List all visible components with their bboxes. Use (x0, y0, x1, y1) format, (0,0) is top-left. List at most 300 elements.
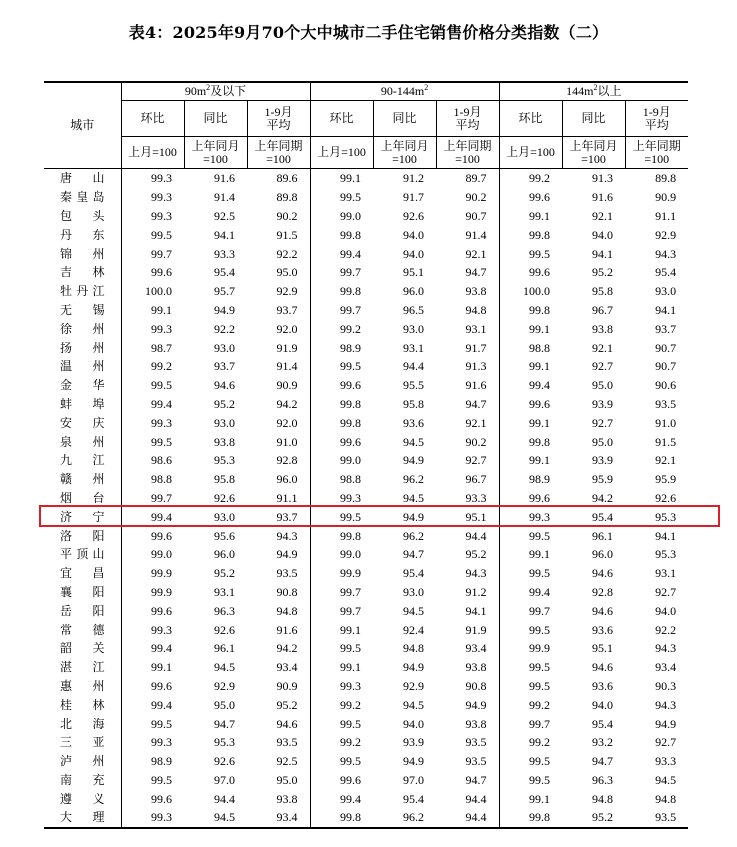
index-value: 93.0 (214, 415, 235, 430)
index-value: 100.0 (499, 282, 562, 301)
city-name: 赣州 (44, 470, 121, 489)
index-value: 99.6 (121, 601, 184, 620)
index-value: 93.0 (403, 321, 425, 336)
index-value: 99.3 (121, 169, 184, 188)
index-value: 98.8 (499, 338, 562, 357)
index-value: 93.3 (655, 754, 677, 769)
index-value: 90.9 (655, 190, 677, 205)
index-value: 94.1 (592, 246, 614, 261)
table-row (44, 357, 688, 376)
index-value: 94.8 (276, 603, 298, 618)
index-value: 94.9 (403, 453, 425, 468)
city-name: 烟台 (44, 489, 121, 508)
index-value: 93.8 (465, 716, 487, 731)
index-value: 90.8 (276, 584, 298, 599)
index-value: 99.6 (310, 432, 373, 451)
index-value: 93.3 (465, 490, 487, 505)
index-value: 90.2 (465, 190, 487, 205)
index-value: 94.8 (465, 302, 487, 317)
index-value: 99.4 (121, 639, 184, 658)
index-value: 93.7 (214, 359, 235, 374)
index-value: 92.7 (592, 415, 614, 430)
index-value: 99.7 (121, 489, 184, 508)
index-value: 99.5 (121, 376, 184, 395)
index-value: 94.2 (276, 396, 298, 411)
index-value: 93.1 (655, 566, 677, 581)
index-value: 95.1 (465, 509, 487, 524)
index-value: 93.6 (592, 678, 614, 693)
index-value: 95.3 (214, 453, 235, 468)
index-value: 99.5 (121, 432, 184, 451)
index-value: 94.9 (403, 660, 425, 675)
index-value: 91.4 (276, 359, 298, 374)
index-value: 93.6 (592, 622, 614, 637)
index-value: 99.5 (310, 752, 373, 771)
table-row (44, 338, 688, 357)
table-header (44, 82, 688, 169)
index-value: 92.8 (276, 453, 298, 468)
index-value: 99.2 (499, 733, 562, 752)
index-value: 96.2 (373, 808, 436, 828)
index-value: 95.0 (214, 697, 235, 712)
table-row (44, 789, 688, 808)
index-value: 93.1 (465, 321, 487, 336)
index-value: 95.8 (592, 284, 614, 299)
index-value: 91.3 (465, 359, 487, 374)
index-value: 95.2 (562, 808, 625, 828)
index-value: 99.5 (499, 771, 562, 790)
city-name: 安庆 (44, 413, 121, 432)
base-header: 上月=100 (310, 137, 373, 169)
group-header: $144m^2$以上 (499, 82, 688, 101)
sub-header: 同比 (373, 101, 436, 137)
index-value: 95.0 (592, 378, 614, 393)
index-value: 95.8 (214, 472, 235, 487)
index-value: 89.8 (276, 190, 298, 205)
table-row (44, 545, 688, 564)
base-header: 上年同月 =100 (184, 137, 247, 169)
index-value: 93.0 (403, 584, 425, 599)
table-row (44, 263, 688, 282)
table-row (44, 395, 688, 414)
index-value: 91.3 (592, 171, 614, 186)
index-value: 99.2 (121, 357, 184, 376)
index-value: 99.7 (310, 583, 373, 602)
city-name: 湛江 (44, 658, 121, 677)
index-value: 94.3 (276, 528, 298, 543)
table-row (44, 733, 688, 752)
index-value: 99.3 (121, 188, 184, 207)
index-value: 93.2 (592, 735, 614, 750)
index-value: 99.5 (310, 507, 373, 526)
index-value: 93.5 (465, 735, 487, 750)
sub-header: 环比 (499, 101, 562, 137)
index-value: 95.5 (403, 378, 425, 393)
index-value: 98.9 (499, 470, 562, 489)
index-value: 94.0 (403, 246, 425, 261)
index-value: 93.5 (465, 754, 487, 769)
index-value: 94.6 (592, 603, 614, 618)
index-value: 92.0 (276, 415, 298, 430)
index-value: 94.1 (214, 227, 235, 242)
index-value: 93.8 (465, 660, 487, 675)
index-value: 94.0 (403, 716, 425, 731)
index-value: 90.2 (465, 434, 487, 449)
index-value: 99.8 (310, 395, 373, 414)
index-value: 91.9 (465, 622, 487, 637)
index-value: 94.1 (465, 603, 487, 618)
index-value: 99.7 (310, 301, 373, 320)
index-value: 93.9 (403, 735, 425, 750)
index-value: 99.5 (499, 677, 562, 696)
table-row (44, 489, 688, 508)
index-value: 91.2 (465, 584, 487, 599)
index-value: 94.6 (276, 716, 298, 731)
index-value: 92.9 (214, 678, 235, 693)
index-value: 95.4 (655, 265, 677, 280)
index-value: 99.2 (310, 695, 373, 714)
sub-header: 1-9月 平均 (436, 101, 499, 137)
base-header: 上年同月 =100 (373, 137, 436, 169)
base-header: 上年同月 =100 (562, 137, 625, 169)
index-value: 99.1 (121, 658, 184, 677)
index-value: 99.6 (310, 376, 373, 395)
index-value: 93.5 (625, 808, 688, 828)
index-value: 91.0 (276, 434, 298, 449)
index-value: 92.1 (592, 340, 614, 355)
index-value: 92.6 (655, 490, 677, 505)
table-row (44, 677, 688, 696)
index-value: 99.2 (499, 169, 562, 188)
city-name: 遵义 (44, 789, 121, 808)
index-value: 93.0 (655, 284, 677, 299)
table-row (44, 432, 688, 451)
index-value: 91.0 (655, 415, 677, 430)
table-row (44, 695, 688, 714)
index-value: 94.5 (214, 660, 235, 675)
table-row (44, 188, 688, 207)
index-value: 95.4 (214, 265, 235, 280)
index-value: 94.8 (655, 791, 677, 806)
index-value: 95.1 (403, 265, 425, 280)
index-value: 99.5 (121, 714, 184, 733)
index-value: 93.8 (465, 284, 487, 299)
index-value: 96.7 (592, 302, 614, 317)
city-name: 大理 (44, 808, 121, 828)
index-value: 94.4 (465, 791, 487, 806)
index-value: 92.9 (276, 284, 298, 299)
index-value: 92.2 (655, 622, 677, 637)
index-value: 99.2 (310, 733, 373, 752)
city-name: 泸州 (44, 752, 121, 771)
index-value: 94.6 (214, 378, 235, 393)
index-value: 89.6 (276, 171, 298, 186)
index-value: 99.8 (499, 301, 562, 320)
index-value: 99.8 (499, 432, 562, 451)
index-value: 98.8 (121, 470, 184, 489)
city-name: 秦皇岛 (44, 188, 121, 207)
index-value: 94.7 (403, 547, 425, 562)
index-value: 99.9 (121, 564, 184, 583)
index-value: 98.6 (121, 451, 184, 470)
city-name: 常德 (44, 620, 121, 639)
index-value: 90.9 (276, 378, 298, 393)
index-value: 99.8 (310, 225, 373, 244)
index-value: 93.7 (655, 321, 677, 336)
index-value: 96.3 (592, 772, 614, 787)
index-value: 93.4 (247, 808, 310, 828)
sub-header: 环比 (310, 101, 373, 137)
index-value: 92.2 (276, 246, 298, 261)
index-value: 94.9 (403, 754, 425, 769)
index-value: 97.0 (214, 772, 235, 787)
index-value: 99.0 (121, 545, 184, 564)
index-value: 99.4 (121, 507, 184, 526)
table-row (44, 225, 688, 244)
index-value: 90.7 (655, 340, 677, 355)
index-value: 93.7 (276, 509, 298, 524)
index-value: 99.1 (499, 319, 562, 338)
index-value: 94.4 (403, 359, 425, 374)
index-value: 99.1 (499, 207, 562, 226)
index-value: 96.0 (592, 547, 614, 562)
table-row (44, 376, 688, 395)
index-value: 99.0 (310, 545, 373, 564)
index-value: 94.4 (214, 791, 235, 806)
index-value: 93.5 (276, 566, 298, 581)
index-value: 91.6 (214, 171, 235, 186)
index-value: 99.4 (121, 695, 184, 714)
index-value: 89.7 (465, 171, 487, 186)
index-value: 99.4 (310, 244, 373, 263)
index-value: 94.8 (592, 791, 614, 806)
index-value: 95.2 (592, 265, 614, 280)
index-value: 94.3 (465, 566, 487, 581)
index-value: 93.8 (592, 321, 614, 336)
sub-header: 同比 (184, 101, 247, 137)
index-value: 99.5 (499, 658, 562, 677)
city-name: 温州 (44, 357, 121, 376)
index-value: 93.9 (592, 453, 614, 468)
index-value: 93.8 (276, 791, 298, 806)
index-value: 92.6 (403, 208, 425, 223)
index-value: 94.5 (403, 434, 425, 449)
index-value: 95.7 (214, 284, 235, 299)
index-value: 99.5 (499, 620, 562, 639)
index-value: 99.3 (310, 677, 373, 696)
index-value: 91.6 (276, 622, 298, 637)
index-value: 91.2 (403, 171, 425, 186)
table-row (44, 319, 688, 338)
index-value: 95.0 (592, 434, 614, 449)
index-value: 99.9 (499, 639, 562, 658)
index-value: 99.6 (499, 188, 562, 207)
index-value: 93.3 (214, 246, 235, 261)
index-value: 91.4 (214, 190, 235, 205)
index-value: 94.9 (276, 547, 298, 562)
city-name: 丹东 (44, 225, 121, 244)
city-name: 锦州 (44, 244, 121, 263)
index-value: 99.6 (499, 489, 562, 508)
index-value: 94.5 (184, 808, 247, 828)
index-value: 99.5 (499, 526, 562, 545)
index-value: 94.7 (592, 754, 614, 769)
index-value: 99.9 (310, 564, 373, 583)
index-value: 92.1 (465, 415, 487, 430)
index-value: 91.6 (465, 378, 487, 393)
table-row (44, 808, 688, 828)
table-row (44, 620, 688, 639)
index-value: 95.1 (592, 641, 614, 656)
index-value: 90.7 (465, 208, 487, 223)
index-value: 94.5 (403, 603, 425, 618)
index-value: 93.0 (214, 509, 235, 524)
index-value: 90.2 (276, 208, 298, 223)
base-header: 上年同期 =100 (625, 137, 688, 169)
index-value: 92.7 (655, 584, 677, 599)
index-value: 95.3 (214, 735, 235, 750)
index-value: 92.8 (592, 584, 614, 599)
index-value: 94.8 (403, 641, 425, 656)
index-value: 99.4 (499, 376, 562, 395)
index-value: 95.4 (403, 566, 425, 581)
index-value: 93.9 (592, 396, 614, 411)
table-row (44, 470, 688, 489)
index-value: 94.4 (465, 528, 487, 543)
index-value: 99.0 (310, 207, 373, 226)
index-value: 94.3 (655, 641, 677, 656)
city-name: 蚌埠 (44, 395, 121, 414)
index-value: 92.5 (276, 754, 298, 769)
page-title: 表4：2025年9月70个大中城市二手住宅销售价格分类指数（二） (128, 23, 609, 42)
index-value: 99.5 (310, 714, 373, 733)
index-value: 96.2 (403, 472, 425, 487)
index-value: 99.5 (310, 357, 373, 376)
index-value: 96.7 (465, 472, 487, 487)
index-value: 99.8 (310, 526, 373, 545)
index-value: 94.3 (655, 246, 677, 261)
index-value: 98.8 (310, 470, 373, 489)
table-row (44, 658, 688, 677)
index-value: 90.9 (276, 678, 298, 693)
index-value: 98.9 (121, 752, 184, 771)
index-value: 99.3 (121, 808, 184, 828)
city-name: 南充 (44, 771, 121, 790)
index-value: 90.7 (655, 359, 677, 374)
index-value: 94.5 (403, 697, 425, 712)
index-value: 94.0 (655, 603, 677, 618)
index-value: 94.7 (214, 716, 235, 731)
table-row (44, 564, 688, 583)
index-value: 94.5 (403, 490, 425, 505)
index-value: 93.1 (403, 340, 425, 355)
index-value: 94.0 (592, 227, 614, 242)
index-value: 94.3 (655, 697, 677, 712)
index-value: 93.0 (214, 340, 235, 355)
city-name: 扬州 (44, 338, 121, 357)
index-value: 95.2 (214, 566, 235, 581)
index-value: 96.0 (214, 547, 235, 562)
index-value: 93.7 (276, 302, 298, 317)
index-value: 99.6 (499, 395, 562, 414)
index-value: 99.6 (121, 263, 184, 282)
city-name: 桂林 (44, 695, 121, 714)
index-value: 91.5 (276, 227, 298, 242)
index-value: 90.8 (465, 678, 487, 693)
index-value: 95.4 (403, 791, 425, 806)
index-value: 99.6 (310, 771, 373, 790)
table-body (44, 169, 688, 828)
index-value: 99.7 (310, 601, 373, 620)
index-value: 94.2 (276, 641, 298, 656)
index-value: 94.4 (436, 808, 499, 828)
index-value: 89.8 (655, 171, 677, 186)
index-value: 99.1 (499, 545, 562, 564)
index-value: 99.5 (310, 639, 373, 658)
index-value: 99.1 (499, 451, 562, 470)
index-value: 94.1 (655, 302, 677, 317)
table-row (44, 526, 688, 545)
table-row (44, 752, 688, 771)
index-value: 91.4 (465, 227, 487, 242)
city-name: 韶关 (44, 639, 121, 658)
index-value: 92.7 (592, 359, 614, 374)
sub-header: 1-9月 平均 (247, 101, 310, 137)
index-value: 96.5 (403, 302, 425, 317)
index-value: 99.8 (499, 808, 562, 828)
index-value: 99.7 (121, 244, 184, 263)
index-value: 99.6 (121, 526, 184, 545)
city-name: 泉州 (44, 432, 121, 451)
index-value: 98.7 (121, 338, 184, 357)
city-name: 岳阳 (44, 601, 121, 620)
table-row (44, 714, 688, 733)
table-row (44, 207, 688, 226)
group-header: $90-144m^2$ (310, 82, 499, 101)
index-value: 99.4 (121, 395, 184, 414)
index-value: 91.6 (592, 190, 614, 205)
index-value: 95.2 (214, 396, 235, 411)
table-row (44, 282, 688, 301)
index-value: 99.3 (499, 507, 562, 526)
index-value: 95.2 (276, 697, 298, 712)
index-value: 99.8 (310, 413, 373, 432)
city-name: 包头 (44, 207, 121, 226)
index-value: 99.5 (499, 752, 562, 771)
index-value: 94.5 (655, 772, 677, 787)
index-value: 100.0 (121, 282, 184, 301)
table-row (44, 771, 688, 790)
index-value: 92.1 (592, 208, 614, 223)
index-value: 93.4 (276, 660, 298, 675)
index-value: 92.1 (655, 453, 677, 468)
index-value: 92.0 (276, 321, 298, 336)
index-value: 98.9 (310, 338, 373, 357)
index-value: 99.7 (499, 601, 562, 620)
index-value: 99.6 (121, 677, 184, 696)
city-name: 九江 (44, 451, 121, 470)
index-value: 95.6 (214, 528, 235, 543)
index-value: 92.7 (465, 453, 487, 468)
index-value: 95.9 (655, 472, 677, 487)
index-value: 99.5 (310, 188, 373, 207)
city-name: 北海 (44, 714, 121, 733)
price-index-table (44, 81, 688, 829)
index-value: 92.9 (655, 227, 677, 242)
index-value: 99.1 (310, 169, 373, 188)
index-value: 99.5 (499, 564, 562, 583)
index-value: 95.0 (276, 772, 298, 787)
